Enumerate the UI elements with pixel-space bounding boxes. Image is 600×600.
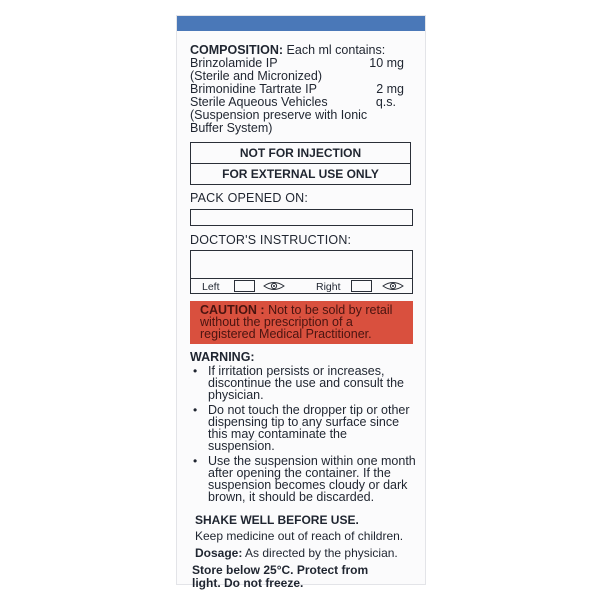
doctor-instruction-box: [190, 250, 413, 294]
warning-item: [193, 454, 416, 504]
caution-title: CAUTION :: [200, 303, 265, 317]
left-eye-label: Left: [202, 281, 220, 293]
shake-instruction: SHAKE WELL BEFORE USE.: [195, 513, 359, 527]
warning-text: Use the suspension within one month after opening the container. If the suspension becomes cloudy or dark brown, it should be discarded.: [208, 454, 416, 504]
ingredient-name: Brimonidine Tartrate IP: [190, 82, 317, 96]
warning-list: [190, 365, 416, 503]
composition-title: COMPOSITION:: [190, 43, 284, 57]
ingredient-name: Sterile Aqueous Vehicles: [190, 95, 328, 109]
bullet-icon: •: [193, 364, 198, 378]
external-use-notice: FOR EXTERNAL USE ONLY: [191, 163, 410, 184]
storage-instruction: [190, 564, 416, 590]
storage-line: Store below 25°C. Protect from: [192, 563, 369, 577]
not-for-injection-notice: NOT FOR INJECTION: [239, 146, 362, 160]
ingredient-qty: q.s.: [375, 95, 396, 109]
warning-text: If irritation persists or increases, discontinue the use and consult the physician.: [208, 364, 404, 402]
composition-subtitle: Each ml contains:: [286, 43, 386, 57]
left-eye-checkbox: [234, 280, 255, 292]
bullet-icon: •: [193, 454, 198, 468]
warning-item: [193, 364, 416, 402]
composition-note: Buffer System): [190, 121, 273, 135]
warning-item: [193, 403, 416, 453]
ingredient-qty: 10 mg: [369, 56, 404, 70]
storage-line: light. Do not freeze.: [192, 576, 304, 590]
right-eye-checkbox: [351, 280, 372, 292]
dosage-label: Dosage:: [195, 546, 243, 560]
notice-box: [190, 142, 411, 185]
pack-opened-label: PACK OPENED ON:: [190, 191, 309, 205]
dosage-line: [190, 546, 416, 560]
eye-icon: [263, 281, 285, 291]
bullet-icon: •: [193, 403, 198, 417]
dosage-text: As directed by the physician.: [245, 546, 398, 560]
label-content: [190, 44, 416, 590]
right-eye-label: Right: [316, 281, 341, 293]
keep-away-notice: Keep medicine out of reach of children.: [195, 529, 404, 543]
eye-selection-row: [191, 279, 412, 294]
eye-icon: [382, 281, 404, 291]
pack-opened-field: [190, 209, 413, 226]
ingredient-name: (Sterile and Micronized): [190, 69, 322, 83]
top-color-band: [177, 16, 425, 31]
caution-banner: [190, 301, 413, 344]
composition-note: (Suspension preserve with Ionic: [190, 108, 368, 122]
ingredient-qty: 2 mg: [376, 82, 404, 96]
warning-title: WARNING:: [190, 350, 255, 364]
medicine-label-panel: [176, 15, 426, 590]
caution-text: Not to be sold by retail without the prescription of a registered Medical Practitioner.: [200, 303, 393, 341]
doctor-instruction-label: DOCTOR'S INSTRUCTION:: [190, 233, 352, 247]
warning-text: Do not touch the dropper tip or other dispensing tip to any surface since this may contaminate the suspension.: [208, 403, 410, 453]
ingredient-name: Brinzolamide IP: [190, 56, 278, 70]
